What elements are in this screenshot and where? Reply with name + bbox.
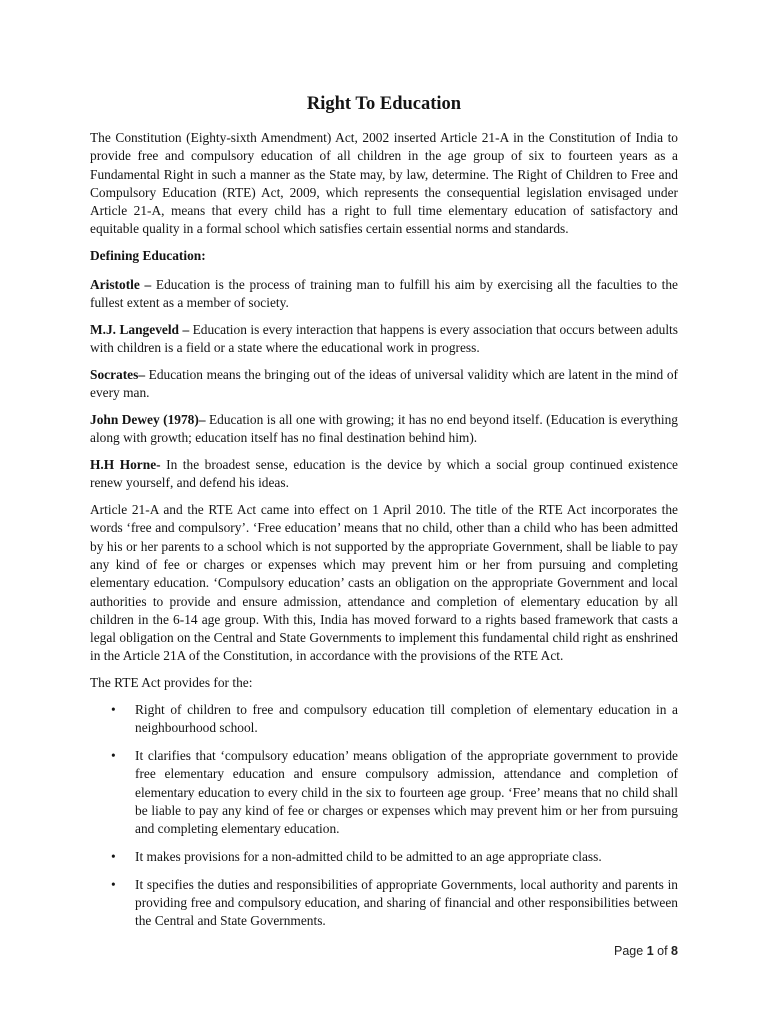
- definition-langeveld: [90, 321, 678, 358]
- definition-term: Socrates–: [90, 366, 146, 382]
- current-page-number: 1: [646, 944, 654, 958]
- definition-dewey: [90, 411, 678, 448]
- page-title: Right To Education: [306, 94, 462, 114]
- page-label: Page: [614, 944, 644, 958]
- of-label: of: [657, 944, 668, 958]
- list-item-text: Right of children to free and compulsory education till completion of elementary education in a neighbourhood school.: [135, 702, 678, 736]
- total-pages-number: 8: [671, 944, 678, 958]
- bullet-icon: •: [111, 702, 116, 718]
- definition-horne: [90, 456, 678, 493]
- bullet-icon: •: [111, 849, 116, 865]
- list-item-text: It clarifies that ‘compulsory education’ means obligation of the appropriate government to provide free elementary education and ensure compulsory admission, attendance and completion of elementary education to every child in the six to fourteen age group. ‘Free’ means that no child shall be liable to pay any kind of fee or charges or expenses which may prevent him or her from pursuing and completing elementary education.: [135, 748, 678, 837]
- page-number-footer: [614, 942, 678, 960]
- intro-paragraph: The Constitution (Eighty-sixth Amendment) Act, 2002 inserted Article 21-A in the Constitution of India to provide free and compulsory education of all children in the age group of six to fourteen years as a Fundamental Right in such a manner as the State may, by law, determine. The Right of Children to Free and Compulsory Education (RTE) Act, 2009, which represents the consequential legislation envisaged under Article 21-A, means that every child has a right to full time elementary education of satisfactory and equitable quality in a formal school which satisfies certain essential norms and standards.: [90, 130, 678, 237]
- list-item-text: It specifies the duties and responsibilities of appropriate Governments, local authority and parents in providing free and compulsory education, and sharing of financial and other responsibilities between the Central and State Governments.: [135, 876, 678, 929]
- defining-education-heading: Defining Education:: [90, 248, 206, 264]
- definition-term: John Dewey (1978)–: [90, 411, 206, 427]
- definition-text: Education is the process of training man to fulfill his aim by exercising all the faculties to the fullest extent as a member of society.: [90, 276, 678, 310]
- definition-aristotle: [90, 276, 678, 313]
- definition-term: Aristotle –: [90, 276, 152, 292]
- rte-intro: The RTE Act provides for the:: [90, 675, 253, 691]
- definition-socrates: [90, 366, 678, 403]
- list-item: [90, 876, 678, 931]
- definition-text: Education means the bringing out of the ideas of universal validity which are latent in the mind of every man.: [90, 366, 678, 401]
- rte-provisions-list: [90, 701, 678, 931]
- list-item: [90, 701, 678, 738]
- definition-term: H.H Horne-: [90, 456, 161, 472]
- article-paragraph: Article 21-A and the RTE Act came into effect on 1 April 2010. The title of the RTE Act incorporates the words ‘free and compulsory’. ‘Free education’ means that no child, other than a child who has been admitted by his or her parents to a school which is not supported by the appropriate Government, shall be liable to pay any kind of fee or charges or expenses which may prevent him or her from pursuing and completing elementary education. ‘Compulsory education’ casts an obligation on the appropriate Government and local authorities to provide and ensure admission, attendance and completion of elementary education by all children in the 6-14 age group. With this, India has moved forward to a rights based framework that casts a legal obligation on the Central and State Governments to implement this fundamental child right as enshrined in the Article 21A of the Constitution, in accordance with the provisions of the RTE Act.: [90, 502, 678, 664]
- definition-text: Education is every interaction that happens is every association that occurs between adults with children is a field or a state where the educational work in progress.: [90, 321, 678, 355]
- definition-text: Education is all one with growing; it has no end beyond itself. (Education is everything along with growth; education itself has no final destination behind him).: [90, 411, 678, 446]
- definition-term: M.J. Langeveld –: [90, 321, 190, 337]
- document-page: [90, 92, 678, 940]
- list-item: [90, 848, 678, 866]
- bullet-icon: •: [111, 748, 116, 764]
- bullet-icon: •: [111, 876, 116, 892]
- list-item-text: It makes provisions for a non-admitted child to be admitted to an age appropriate class.: [135, 849, 602, 865]
- definition-text: In the broadest sense, education is the device by which a social group continued existence renew yourself, and defend his ideas.: [90, 456, 678, 491]
- list-item: [90, 747, 678, 838]
